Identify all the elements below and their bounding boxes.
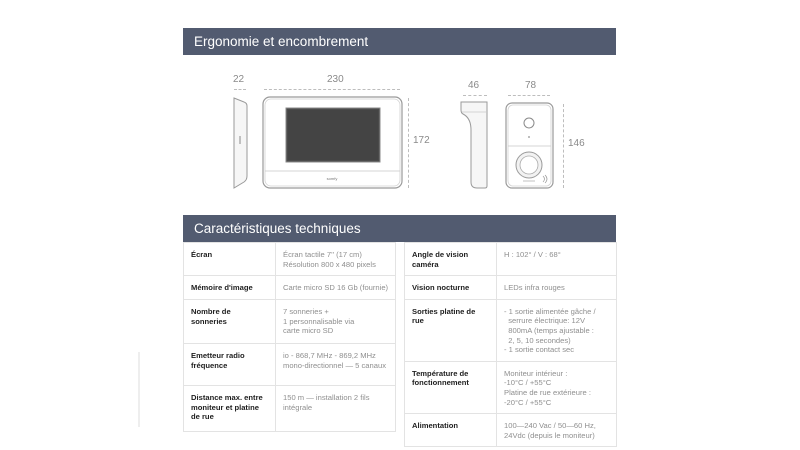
spec-value-line: Platine de rue extérieure : <box>504 387 591 397</box>
spec-value <box>276 300 396 344</box>
spec-label: Angle de vision caméra <box>405 243 497 276</box>
section-title: Ergonomie et encombrement <box>194 34 369 49</box>
dimension-plate-height: 146 <box>568 138 585 149</box>
spec-value-line: intégrale <box>283 402 313 412</box>
table-row <box>405 243 617 276</box>
spec-value-line: serrure électrique: 12V <box>504 316 586 326</box>
specs-table-left <box>183 242 396 432</box>
spec-value-line: -10°C / +55°C <box>504 378 552 388</box>
spec-value-line: 24Vdc (depuis le moniteur) <box>504 430 595 440</box>
spec-label: Température de fonctionnement <box>405 361 497 413</box>
plate-side-drawing <box>459 100 491 190</box>
spec-value-line: io - 868,7 MHz - 869,2 MHz <box>283 351 376 361</box>
spec-label: Distance max. entre moniteur et platine de rue <box>184 386 276 432</box>
spec-value-line: Carte micro SD 16 Gb (fournie) <box>283 283 389 293</box>
dimension-monitor-depth: 22 <box>233 74 245 85</box>
table-row <box>405 276 617 300</box>
dimension-line <box>463 95 487 96</box>
spec-value-line: 800mA (temps ajustable : <box>504 325 594 335</box>
spec-label: Mémoire d'image <box>184 276 276 300</box>
spec-value-line: H : 102° / V : 68° <box>504 250 561 259</box>
table-row <box>405 299 617 361</box>
spec-value-line: -20°C / +55°C <box>504 397 552 407</box>
section-header-ergonomics <box>183 28 616 55</box>
spec-value-line: - 1 sortie contact sec <box>504 345 575 355</box>
table-row <box>184 276 396 300</box>
section-title: Caractéristiques techniques <box>194 221 361 236</box>
dimension-plate-width: 78 <box>525 80 537 91</box>
monitor-front-drawing <box>262 96 404 190</box>
decorative-bar <box>138 352 140 427</box>
table-row <box>184 344 396 386</box>
dimension-line <box>563 104 564 188</box>
specs-table-right <box>404 242 617 447</box>
spec-value <box>497 361 617 413</box>
spec-value-line: 7 sonneries + <box>283 307 329 317</box>
spec-label: Emetteur radio fréquence <box>184 344 276 386</box>
spec-label: Écran <box>184 243 276 276</box>
monitor-logo: somfy <box>326 176 338 181</box>
table-row <box>184 300 396 344</box>
dimension-line <box>508 95 550 96</box>
spec-value-line: 2, 5, 10 secondes) <box>504 335 571 345</box>
spec-value-line: carte micro SD <box>283 326 334 336</box>
spec-value-line: 100—240 Vac / 50—60 Hz, <box>504 421 596 431</box>
spec-value <box>276 243 396 276</box>
spec-value <box>497 276 617 300</box>
spec-value-line: Moniteur intérieur : <box>504 368 568 378</box>
monitor-side-drawing <box>230 96 250 190</box>
spec-value <box>497 243 617 276</box>
table-row <box>184 386 396 432</box>
spec-value <box>276 276 396 300</box>
spec-label: Nombre de sonneries <box>184 300 276 344</box>
dimension-monitor-width: 230 <box>327 74 344 85</box>
dimension-monitor-height: 172 <box>413 135 430 146</box>
spec-label: Sorties platine de rue <box>405 299 497 361</box>
table-row <box>184 243 396 276</box>
spec-value-line: LEDs infra rouges <box>504 283 565 293</box>
dimension-line <box>264 89 400 90</box>
spec-value-line: Résolution 800 x 480 pixels <box>283 259 376 269</box>
dimension-line <box>408 98 409 188</box>
spec-label: Alimentation <box>405 414 497 447</box>
dimension-line <box>234 89 246 90</box>
spec-label: Vision nocturne <box>405 276 497 300</box>
spec-value <box>276 386 396 432</box>
spec-value-line: Écran tactile 7'' (17 cm) <box>283 250 362 259</box>
spec-value-line: 150 m — installation 2 fils <box>283 393 370 403</box>
spec-value <box>276 344 396 386</box>
dimension-plate-depth: 46 <box>468 80 480 91</box>
table-row <box>405 361 617 413</box>
section-header-specs <box>183 215 616 242</box>
spec-value-line: - 1 sortie alimentée gâche / <box>504 306 596 316</box>
spec-value <box>497 414 617 447</box>
spec-value <box>497 299 617 361</box>
table-row <box>405 414 617 447</box>
plate-front-drawing <box>505 102 555 190</box>
spec-value-line: 1 personnalisable via <box>283 316 355 326</box>
spec-value-line: mono-directionnel — 5 canaux <box>283 360 386 370</box>
